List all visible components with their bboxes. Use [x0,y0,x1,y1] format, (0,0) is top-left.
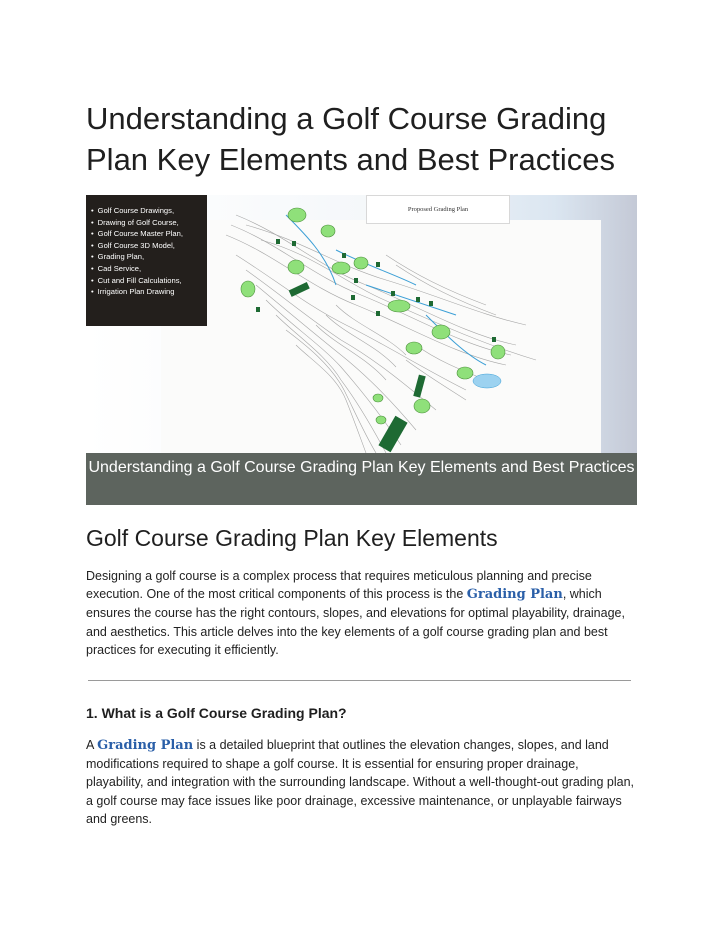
service-item: • Golf Course Master Plan, [91,228,207,240]
grading-plan-link[interactable]: Grading Plan [466,587,563,603]
service-item: • Irrigation Plan Drawing [91,286,207,298]
definition-text-start: A [86,738,98,752]
service-item: • Grading Plan, [91,251,207,263]
subsection-heading: 1. What is a Golf Course Grading Plan? [86,705,347,721]
hero-image [86,195,637,505]
hero-banner: Understanding a Golf Course Grading Plan Key Elements and Best Practices [86,453,637,505]
intro-text-end: , which ensures the course has the right contours, slopes, and elevations for optimal playability, drainage, and aesthetics. This article delves into the key elements of a golf course grading plan and best practices for executing it efficiently. [86,587,625,657]
service-item: • Golf Course 3D Model, [91,240,207,252]
service-item: • Drawing of Golf Course, [91,217,207,229]
ribbon-notch-icon [86,326,207,338]
page-title: Understanding a Golf Course Grading Plan Key Elements and Best Practices [86,101,615,177]
grading-plan-link-2[interactable]: Grading Plan [97,738,194,753]
intro-text-start: Designing a golf course is a complex process that requires meticulous planning and precise execution. One of the most critical components of this process is the [86,569,592,602]
service-list [91,205,207,298]
service-item: • Golf Course Drawings, [91,205,207,217]
definition-paragraph [86,736,638,828]
service-item: • Cut and Fill Calculations, [91,275,207,287]
section-heading: Golf Course Grading Plan Key Elements [86,525,498,551]
service-list-box [86,195,207,326]
intro-paragraph [86,567,638,659]
drawing-title-box: Proposed Grading Plan [366,195,510,224]
definition-text-end: is a detailed blueprint that outlines the elevation changes, slopes, and land modifications required to shape a golf course. It is essential for ensuring proper drainage, playability, and integration with the surrounding landscape. Without a well-thought-out grading plan, a golf course may face issues like poor drainage, excessive maintenance, or unplayable fairways and greens. [86,738,635,826]
horizontal-divider [88,680,631,681]
service-item: • Cad Service, [91,263,207,275]
